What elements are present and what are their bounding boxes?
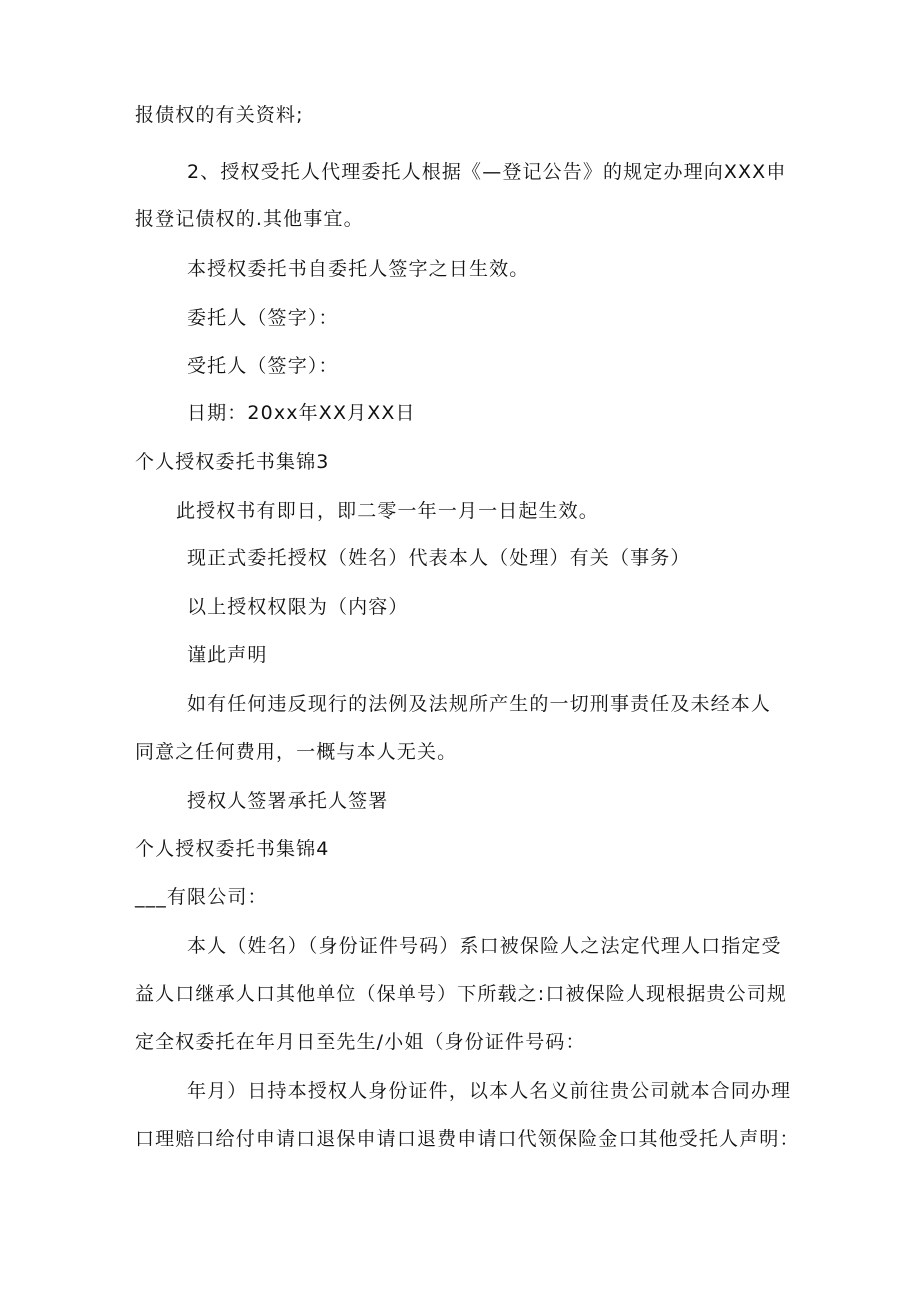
section-heading: 个人授权委托书集锦4: [135, 838, 330, 860]
text-line: 授权人签署承托人签署: [187, 790, 389, 812]
text-line: 报债权的有关资料;: [135, 104, 304, 126]
text-line: 如有任何违反现行的法例及法规所产生的一切刑事责任及未经本人: [187, 693, 772, 715]
text-line: 受托人（签字）：: [187, 355, 339, 377]
text-line: 本授权委托书自委托人签字之日生效。: [187, 258, 530, 280]
section-heading: 个人授权委托书集锦3: [135, 451, 330, 473]
text-line: 定全权委托在年月日至先生/小姐（身份证件号码：: [135, 1031, 586, 1053]
text-line: ___有限公司：: [135, 886, 268, 908]
text-line: 本人（姓名）（身份证件号码）系口被保险人之法定代理人口指定受: [187, 935, 782, 957]
text-line: 委托人（签字）：: [187, 307, 339, 329]
text-line: 益人口继承人口其他单位（保单号）下所载之:口被保险人现根据贵公司规: [135, 983, 788, 1005]
text-line: 报登记债权的.其他事宜。: [135, 208, 364, 230]
text-line: 口理赔口给付申请口退保申请口退费申请口代领保险金口其他受托人声明：: [135, 1128, 800, 1150]
text-line: 谨此声明: [187, 644, 268, 666]
text-line: 日期：20xx年XX月XX日: [187, 402, 416, 424]
text-line: 年月）日持本授权人身份证件，以本人名义前往贵公司就本合同办理: [187, 1080, 792, 1102]
text-line: 以上授权权限为（内容）: [187, 596, 409, 618]
text-line: 此授权书有即日，即二零一年一月一日起生效。: [176, 500, 599, 522]
text-line: 同意之任何费用，一概与本人无关。: [135, 741, 458, 763]
text-line: 2、授权受托人代理委托人根据《—登记公告》的规定办理向XXX申: [187, 161, 787, 183]
text-line: 现正式委托授权（姓名）代表本人（处理）有关（事务）: [187, 547, 691, 569]
